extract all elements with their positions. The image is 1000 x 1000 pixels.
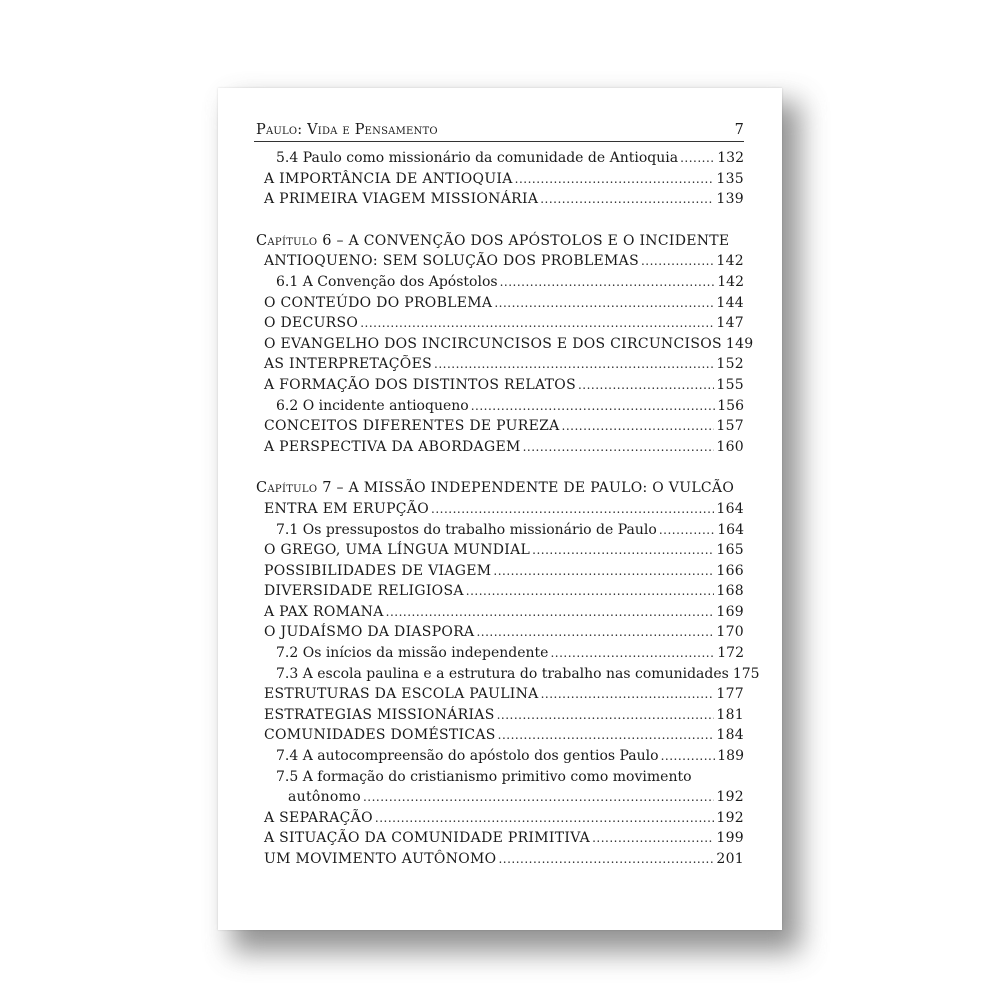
toc-entry	[218, 767, 782, 788]
toc-entry-page: 156	[717, 397, 744, 414]
toc-entry-title: O EVANGELHO DOS INCIRCUNCISOS E DOS CIRCUNCISOS	[264, 335, 722, 352]
dot-leader	[498, 725, 715, 746]
toc-entry	[218, 602, 782, 623]
dot-leader	[471, 396, 716, 417]
toc-entry	[218, 622, 782, 643]
chapter-page: 164	[716, 500, 744, 517]
toc-entry-title: A PRIMEIRA VIAGEM MISSIONÁRIA	[264, 191, 539, 208]
toc-entry-page: 166	[716, 562, 744, 579]
toc-entry-title: 7.2 Os inícios da missão independente	[276, 645, 549, 662]
toc-entry	[218, 354, 782, 375]
toc-entry-page: 147	[716, 315, 744, 332]
dot-leader	[541, 684, 715, 705]
running-head	[256, 118, 744, 138]
toc-entry-page: 157	[716, 418, 744, 435]
toc-entry	[218, 787, 782, 808]
dot-leader	[578, 375, 714, 396]
dot-leader	[659, 520, 715, 541]
dot-leader	[641, 251, 714, 272]
toc-entry-page: 135	[716, 170, 744, 187]
toc-entry-page: 175	[732, 665, 760, 682]
toc-entry-title: 6.2 O incidente antioqueno	[276, 397, 469, 414]
dot-leader	[466, 581, 715, 602]
toc-entry	[218, 561, 782, 582]
dot-leader	[680, 148, 715, 169]
toc-entry-title: 7.4 A autocompreensão do apóstolo dos gentios Paulo	[276, 748, 659, 765]
toc-entry-page: 199	[716, 830, 744, 847]
toc-entry-title: DIVERSIDADE RELIGIOSA	[264, 583, 464, 600]
toc-entry-title: 7.1 Os pressupostos do trabalho missionário de Paulo	[276, 521, 657, 538]
toc-entry-page: 155	[716, 376, 744, 393]
toc-entry	[218, 334, 782, 355]
toc-entry-title: autônomo	[288, 789, 361, 806]
toc-entry	[218, 437, 782, 458]
toc-entry-page: 192	[716, 789, 744, 806]
dot-leader	[375, 808, 715, 829]
toc-entry-title: O CONTEÚDO DO PROBLEMA	[264, 294, 493, 311]
toc-entry-title: A SEPARAÇÃO	[264, 809, 373, 826]
toc-entry-title: O DECURSO	[264, 315, 359, 332]
toc-entry-page: 169	[716, 603, 744, 620]
toc-entry-title: A IMPORTÂNCIA DE ANTIOQUIA	[264, 170, 513, 187]
toc-entry-page: 168	[716, 583, 744, 600]
dot-leader	[431, 499, 714, 520]
toc-entry	[218, 705, 782, 726]
toc-entry	[218, 849, 782, 870]
toc-entry	[218, 664, 782, 685]
toc-entry-page: 149	[725, 335, 754, 352]
header-rule	[254, 141, 744, 142]
toc-entry-title: 5.4 Paulo como missionário da comunidade de Antioquia	[276, 150, 679, 166]
toc-entry	[218, 808, 782, 829]
dot-leader	[523, 437, 715, 458]
toc-entry-title: 7.3 A escola paulina e a estrutura do trabalho nas comunidades	[276, 665, 729, 682]
toc-entry-title: A PERSPECTIVA DA ABORDAGEM	[264, 438, 521, 455]
toc-entry-page: 181	[716, 706, 744, 723]
toc-entry-title: UM MOVIMENTO AUTÔNOMO	[264, 851, 497, 867]
toc-entry	[218, 169, 782, 190]
toc-entry-title: 6.1 A Convenção dos Apóstolos	[276, 273, 498, 290]
toc-entry	[218, 396, 782, 417]
toc-entry-page: 192	[716, 809, 744, 826]
toc-entry	[218, 416, 782, 437]
book-page	[218, 88, 782, 930]
toc-entry-title: 7.5 A formação do cristianismo primitivo como movimento	[276, 768, 692, 785]
toc-entry-page: 164	[717, 521, 744, 538]
toc-entry	[218, 746, 782, 767]
section-gap	[218, 457, 782, 478]
toc-entry-title: ESTRATEGIAS MISSIONÁRIAS	[264, 706, 495, 723]
toc-entry	[218, 148, 782, 169]
chapter-heading-continuation	[218, 499, 782, 520]
toc-entry	[218, 828, 782, 849]
toc-entry-page: 189	[717, 748, 744, 765]
page-number: 7	[734, 122, 744, 138]
toc-entry-page: 160	[716, 438, 744, 455]
dot-leader	[434, 354, 714, 375]
dot-leader	[386, 602, 715, 623]
dot-leader	[497, 705, 715, 726]
toc-entry	[218, 375, 782, 396]
chapter-label: Capítulo 6	[256, 232, 332, 249]
dot-leader	[363, 787, 714, 808]
dot-leader	[498, 849, 714, 870]
toc-entry-page: 170	[716, 624, 744, 641]
toc-entry	[218, 272, 782, 293]
dot-leader	[360, 313, 714, 334]
dot-leader	[562, 416, 715, 437]
table-of-contents	[218, 148, 782, 870]
toc-entry-page: 201	[716, 851, 744, 867]
toc-entry-title: O JUDAÍSMO DA DIASPORA	[264, 624, 475, 641]
toc-entry	[218, 293, 782, 314]
toc-entry-title: ESTRUTURAS DA ESCOLA PAULINA	[264, 686, 539, 703]
chapter-title-line1: – A MISSÃO INDEPENDENTE DE PAULO: O VULCÃO	[331, 480, 735, 497]
chapter-title-line1: – A CONVENÇÃO DOS APÓSTOLOS E O INCIDENTE	[331, 232, 730, 249]
toc-entry-page: 139	[716, 191, 744, 208]
toc-entry-page: 177	[716, 686, 744, 703]
dot-leader	[592, 828, 714, 849]
dot-leader	[515, 169, 715, 190]
dot-leader	[494, 293, 714, 314]
dot-leader	[532, 540, 714, 561]
section-gap	[218, 210, 782, 231]
toc-entry	[218, 684, 782, 705]
dot-leader	[493, 561, 714, 582]
chapter-title-line2: ANTIOQUENO: SEM SOLUÇÃO DOS PROBLEMAS	[264, 253, 639, 270]
toc-entry-page: 172	[717, 645, 744, 662]
toc-entry	[218, 520, 782, 541]
toc-entry	[218, 189, 782, 210]
toc-entry-title: A SITUAÇÃO DA COMUNIDADE PRIMITIVA	[264, 830, 591, 847]
toc-entry	[218, 581, 782, 602]
toc-entry-page: 132	[717, 150, 744, 166]
toc-entry-title: A PAX ROMANA	[264, 603, 384, 620]
toc-entry-title: O GREGO, UMA LÍNGUA MUNDIAL	[264, 542, 531, 559]
toc-entry-page: 144	[716, 294, 744, 311]
toc-entry-page: 165	[716, 542, 744, 559]
chapter-heading	[218, 231, 782, 252]
dot-leader	[500, 272, 716, 293]
toc-entry-title: POSSIBILIDADES DE VIAGEM	[264, 562, 492, 579]
chapter-title-line2: ENTRA EM ERUPÇÃO	[264, 500, 429, 517]
toc-entry-page: 142	[717, 273, 744, 290]
toc-entry-title: AS INTERPRETAÇÕES	[264, 356, 432, 373]
chapter-page: 142	[716, 253, 744, 270]
toc-entry-page: 152	[716, 356, 744, 373]
dot-leader	[476, 622, 714, 643]
toc-entry	[218, 313, 782, 334]
toc-entry-title: A FORMAÇÃO DOS DISTINTOS RELATOS	[264, 376, 576, 393]
chapter-heading	[218, 478, 782, 499]
toc-entry-title: COMUNIDADES DOMÉSTICAS	[264, 727, 496, 744]
dot-leader	[550, 643, 715, 664]
toc-entry-title: CONCEITOS DIFERENTES DE PUREZA	[264, 418, 560, 435]
running-head-title: Paulo: Vida e Pensamento	[256, 122, 438, 138]
toc-entry	[218, 643, 782, 664]
toc-entry	[218, 540, 782, 561]
chapter-heading-continuation	[218, 251, 782, 272]
toc-entry-page: 184	[716, 727, 744, 744]
dot-leader	[540, 189, 714, 210]
toc-entry	[218, 725, 782, 746]
dot-leader	[661, 746, 716, 767]
chapter-label: Capítulo 7	[256, 480, 332, 497]
